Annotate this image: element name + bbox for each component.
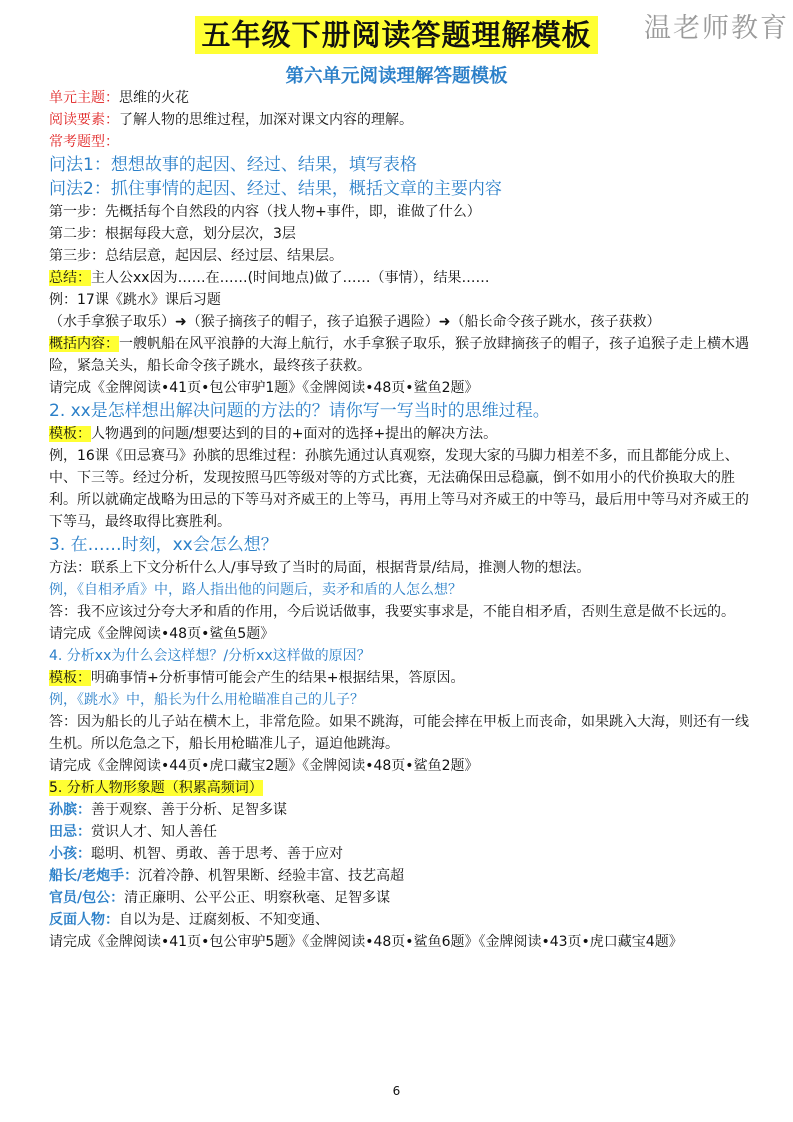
unit-theme — [49, 87, 749, 109]
page-title: 五年级下册阅读答题理解模板 — [195, 16, 597, 54]
trait-words: 聪明、机智、勇敢、善于思考、善于应对 — [91, 846, 343, 862]
content — [49, 87, 749, 953]
q4-template — [49, 667, 749, 689]
q4-template-label: 模板： — [49, 670, 91, 686]
q5-practice: 请完成《金牌阅读•41页•包公审驴5题》《金牌阅读•48页•鲨鱼6题》《金牌阅读•43页•虎口藏宝4题》 — [49, 934, 683, 950]
unit-requirement — [49, 109, 749, 131]
unit-theme-label: 单元主题： — [49, 90, 119, 106]
q1-method2: 问法2：抓住事情的起因、经过、结果，概括文章的主要内容 — [49, 179, 502, 199]
trait-row — [49, 843, 749, 865]
trait-row — [49, 799, 749, 821]
trait-name: 小孩： — [49, 846, 91, 862]
q2-example: 例，16课《田忌赛马》孙膑的思维过程：孙膑先通过认真观察，发现大家的马脚力相差不多，而且都能分成上、中、下三等。经过分析，发现按照马匹等级对等的方式比赛，无法确保田忌稳赢，倒不如用小的代价换取大的胜利。所以就确定战略为田忌的下等马对齐威王的上等马，再用上等马对齐威王的中等马，最后用中等马对齐威王的下等马，最终取得比赛胜利。 — [49, 448, 749, 530]
q1-summary-label: 总结： — [49, 270, 91, 286]
q2-template-label: 模板： — [49, 426, 91, 442]
q3-heading: 3. 在……时刻，xx会怎么想？ — [49, 535, 278, 555]
trait-row — [49, 821, 749, 843]
subtitle: 第六单元阅读理解答题模板 — [285, 66, 508, 87]
q2-template-text: 人物遇到的问题/想要达到的目的+面对的选择+提出的解决方法。 — [91, 426, 498, 442]
trait-name: 田忌： — [49, 824, 91, 840]
q1-step3: 第三步：总结层意，起因层、经过层、结果层。 — [49, 248, 343, 264]
q1-overview-label: 概括内容： — [49, 336, 119, 352]
q4-template-text: 明确事情+分析事情可能会产生的结果+根据结果，答原因。 — [91, 670, 465, 686]
q3-example-question: 例，《自相矛盾》中，路人指出他的问题后，卖矛和盾的人怎么想？ — [49, 582, 462, 598]
q5-heading-row — [49, 777, 749, 799]
watermark: 温老师教育 — [644, 13, 789, 44]
q1-chain: （水手拿猴子取乐）➜（猴子摘孩子的帽子，孩子追猴子遇险）➜（船长命令孩子跳水，孩子获救） — [49, 314, 661, 330]
q1-overview — [49, 333, 749, 377]
q5-heading: 5. 分析人物形象题（积累高频词） — [49, 780, 263, 796]
trait-row — [49, 887, 749, 909]
q1-summary — [49, 267, 749, 289]
q1-example: 例：17课《跳水》课后习题 — [49, 292, 221, 308]
trait-words: 善于观察、善于分析、足智多谋 — [91, 802, 287, 818]
q1-step1: 第一步：先概括每个自然段的内容（找人物+事件，即，谁做了什么） — [49, 204, 481, 220]
unit-requirement-text: 了解人物的思维过程，加深对课文内容的理解。 — [119, 112, 413, 128]
unit-theme-text: 思维的火花 — [119, 90, 189, 106]
q1-step2: 第二步：根据每段大意，划分层次，3层 — [49, 226, 296, 242]
q4-answer: 答：因为船长的儿子站在横木上，非常危险。如果不跳海，可能会摔在甲板上而丧命，如果跳入大海，则还有一线生机。所以危急之下，船长用枪瞄准儿子，逼迫他跳海。 — [49, 714, 749, 752]
q4-heading: 4. 分析xx为什么会这样想？/分析xx这样做的原因？ — [49, 648, 371, 664]
trait-name: 官员/包公： — [49, 890, 125, 906]
trait-words: 清正廉明、公平公正、明察秋毫、足智多谋 — [124, 890, 391, 906]
q1-method1: 问法1：想想故事的起因、经过、结果，填写表格 — [49, 155, 417, 175]
q3-method: 方法：联系上下文分析什么人/事导致了当时的局面，根据背景/结局，推测人物的想法。 — [49, 560, 591, 576]
unit-requirement-label: 阅读要素： — [49, 112, 119, 128]
trait-words: 沉着冷静、机智果断、经验丰富、技艺高超 — [138, 868, 405, 884]
trait-name: 反面人物： — [49, 912, 119, 928]
q4-practice: 请完成《金牌阅读•44页•虎口藏宝2题》《金牌阅读•48页•鲨鱼2题》 — [49, 758, 479, 774]
q2-heading: 2. xx是怎样想出解决问题的方法的？请你写一写当时的思维过程。 — [49, 401, 550, 421]
q1-overview-text: 一艘帆船在风平浪静的大海上航行，水手拿猴子取乐，猴子放肆摘孩子的帽子，孩子追猴子走上横木遇险，紧急关头，船长命令孩子跳水，最终孩子获救。 — [49, 336, 749, 374]
trait-words: 自以为是、迂腐刻板、不知变通、 — [119, 912, 329, 928]
trait-row — [49, 865, 749, 887]
trait-words: 赏识人才、知人善任 — [91, 824, 217, 840]
question-types-label: 常考题型： — [49, 134, 119, 150]
q2-template — [49, 423, 749, 445]
trait-name: 孙膑： — [49, 802, 91, 818]
q4-example-question: 例，《跳水》中，船长为什么用枪瞄准自己的儿子？ — [49, 692, 364, 708]
q3-answer: 答：我不应该过分夸大矛和盾的作用，今后说话做事，我要实事求是，不能自相矛盾，否则生意是做不长远的。 — [49, 604, 735, 620]
q3-practice: 请完成《金牌阅读•48页•鲨鱼5题》 — [49, 626, 275, 642]
q1-practice: 请完成《金牌阅读•41页•包公审驴1题》《金牌阅读•48页•鲨鱼2题》 — [49, 380, 479, 396]
q1-summary-text: 主人公xx因为……在……(时间地点)做了……（事情），结果…… — [91, 270, 490, 286]
page-number: 6 — [392, 1084, 401, 1098]
trait-row — [49, 909, 749, 931]
trait-name: 船长/老炮手： — [49, 868, 139, 884]
